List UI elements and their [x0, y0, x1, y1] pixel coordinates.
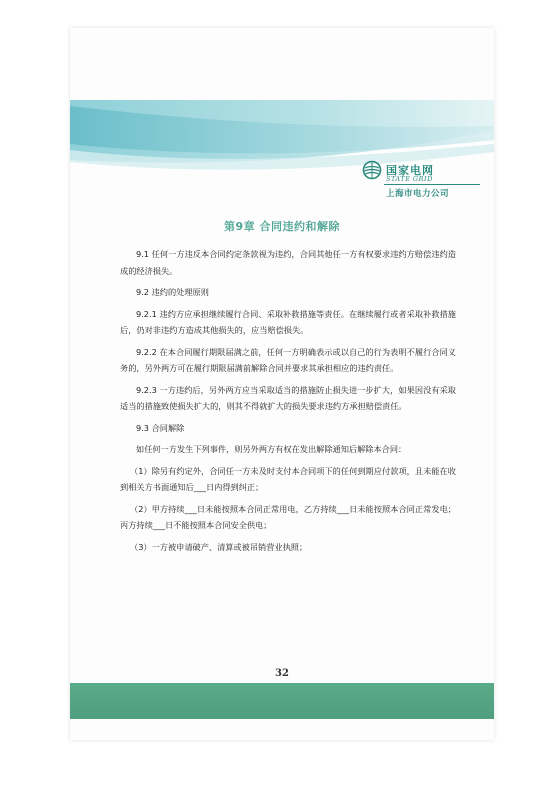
paragraph-9-3: 9.3 合同解除 [136, 422, 185, 433]
paragraph-9-2-2: 9.2.2 在本合同履行期限届满之前，任何一方明确表示或以自己的行为表明不履行合同义务的，另外两方可在履行期限届满前解除合同并要求其承担相应的违约责任。 [120, 346, 456, 373]
list-item-1: （1）除另有约定外，合同任一方未及时支付本合同项下的任何到期应付款项，且未能在收到相关方书面通知后___日内得到纠正； [120, 465, 456, 492]
logo-company-name: 上海市电力公司 [386, 189, 450, 199]
list-item-2: （2）甲方持续___日未能按照本合同正常用电，乙方持续___日未能按照本合同正常发电；丙方持续___日不能按照本合同安全供电； [120, 503, 456, 530]
paragraph-9-2: 9.2 违约的处理原则 [136, 287, 209, 297]
page-number: 32 [275, 668, 289, 679]
chapter-title: 第9章 合同违约和解除 [224, 220, 340, 233]
logo-cn-name: 国家电网 [386, 164, 434, 177]
paragraph-9-3-intro: 如任何一方发生下列事件，则另外两方有权在发出解除通知后解除本合同： [136, 444, 407, 454]
paragraph-9-2-1: 9.2.1 违约方应承担继续履行合同、采取补救措施等责任。在继续履行或者采取补救措施后，仍对非违约方造成其他损失的，应当赔偿损失。 [120, 308, 456, 335]
paragraph-9-2-3: 9.2.3 一方违约后，另外两方应当采取适当的措施防止损失进一步扩大，如果因没有采取适当的措施致使损失扩大的，则其不得就扩大的损失要求违约方承担赔偿责任。 [120, 384, 456, 411]
list-item-3: （3）一方被申请破产、清算或被吊销营业执照； [130, 541, 308, 552]
footer-band [70, 683, 494, 719]
state-grid-emblem-icon [362, 160, 382, 180]
logo-divider [384, 184, 480, 185]
paragraph-9-1: 9.1 任何一方违反本合同约定条款视为违约，合同其他任一方有权要求违约方赔偿违约造成的经济损失。 [120, 249, 456, 276]
logo-en-name: STATE GRID [386, 175, 433, 183]
document-body [120, 246, 456, 560]
document-page [70, 28, 494, 740]
